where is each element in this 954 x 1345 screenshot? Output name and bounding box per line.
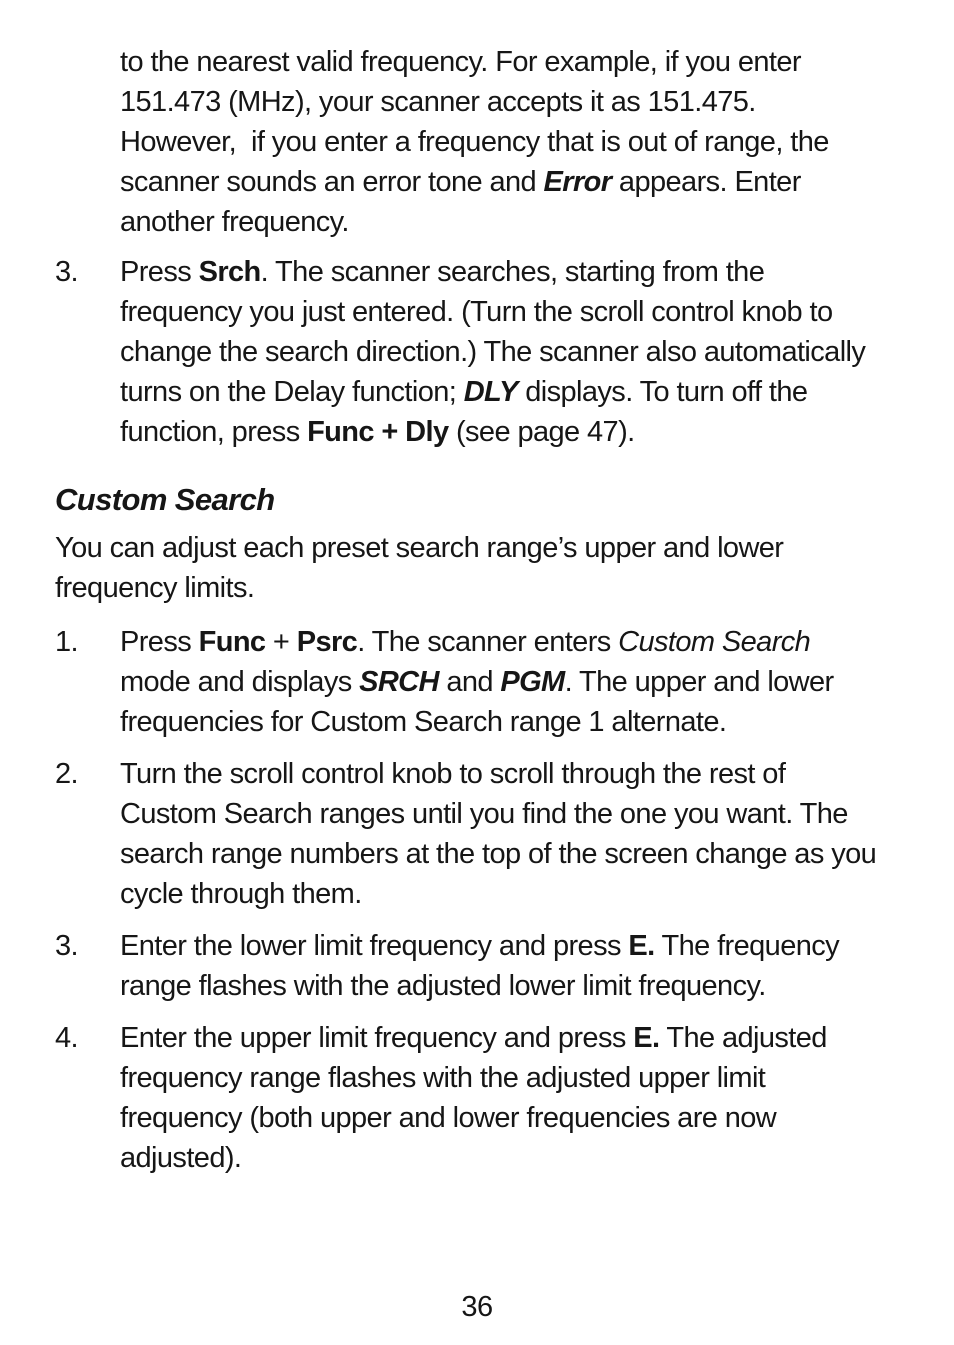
list-item-text: Enter the lower limit frequency and press E. The frequency range flashes with the adjusted lower limit frequency. bbox=[120, 930, 847, 1002]
list-item-number: 1. bbox=[55, 626, 78, 658]
list-item-number: 3. bbox=[55, 256, 78, 288]
list-item-text: Press Srch. The scanner searches, starting from the frequency you just entered. (Turn the scroll control knob to change the search direction.) The scanner also automatically turns on the Delay function; DLY displays. To turn off the function, press Func + Dly (see page 47). bbox=[120, 256, 873, 448]
list-item-text: Press Func + Psrc. The scanner enters Custom Search mode and displays SRCH and PGM. The upper and lower frequencies for Custom Search range 1 alternate. bbox=[120, 626, 842, 738]
list-item-number: 3. bbox=[55, 930, 78, 962]
page-footer bbox=[0, 1287, 954, 1345]
section-intro-paragraph: You can adjust each preset search range’s upper and lower frequency limits. bbox=[55, 532, 791, 604]
list-item bbox=[55, 754, 884, 914]
list-item bbox=[55, 1018, 878, 1178]
continuation-paragraph: to the nearest valid frequency. For example, if you enter 151.473 (MHz), your scanner accepts it as 151.475. However, if you enter a frequency that is out of range, the scanner sounds an error tone and Error appears. Enter another frequency. bbox=[120, 46, 837, 238]
list-item bbox=[55, 252, 878, 452]
custom-search-steps-list bbox=[55, 622, 884, 1178]
page-number: 36 bbox=[461, 1291, 493, 1323]
list-item bbox=[55, 622, 878, 742]
section-heading: Custom Search bbox=[55, 482, 275, 517]
list-item-number: 4. bbox=[55, 1022, 78, 1054]
list-item-text: Enter the upper limit frequency and press E. The adjusted frequency range flashes with the adjusted upper limit frequency (both upper and lower frequencies are now adjusted). bbox=[120, 1022, 835, 1174]
search-steps-list bbox=[55, 252, 878, 452]
list-item-text: Turn the scroll control knob to scroll through the rest of Custom Search ranges until you find the one you want. The search range numbers at the top of the screen change as you cycle through them. bbox=[120, 758, 884, 910]
list-item bbox=[55, 926, 878, 1006]
list-item-number: 2. bbox=[55, 758, 78, 790]
